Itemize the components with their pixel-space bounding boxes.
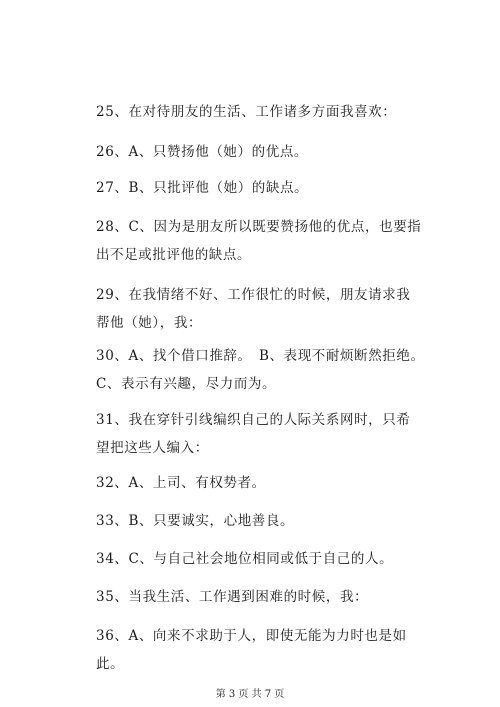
question-31: 31、我在穿针引线编织自己的人际关系网时，只希望把这些人编入： (96, 412, 411, 456)
question-35: 35、当我生活、工作遇到困难的时候，我： (96, 589, 369, 605)
option-33: 33、B、只要诚实，心地善良。 (96, 513, 295, 529)
option-26: 26、A、只赞扬他（她）的优点。 (96, 144, 309, 160)
page-footer: 第 3 页 共 7 页 (215, 689, 285, 700)
question-29: 29、在我情绪不好、工作很忙的时候，朋友请求我帮他（她），我： (96, 287, 411, 331)
options-30: 30、A、找个借口推辞。 B、表现不耐烦断然拒绝。 C、表示有兴趣，尽力而为。 (96, 348, 432, 392)
option-28: 28、C、因为是朋友所以既要赞扬他的优点，也要指出不足或批评他的缺点。 (96, 219, 422, 263)
option-27: 27、B、只批评他（她）的缺点。 (96, 180, 309, 196)
option-36: 36、A、向来不求助于人，即使无能为力时也是如此。 (96, 628, 407, 672)
option-32: 32、A、上司、有权势者。 (96, 475, 266, 491)
question-25: 25、在对待朋友的生活、工作诸多方面我喜欢： (96, 104, 397, 120)
option-34: 34、C、与自己社会地位相同或低于自己的人。 (96, 551, 394, 567)
